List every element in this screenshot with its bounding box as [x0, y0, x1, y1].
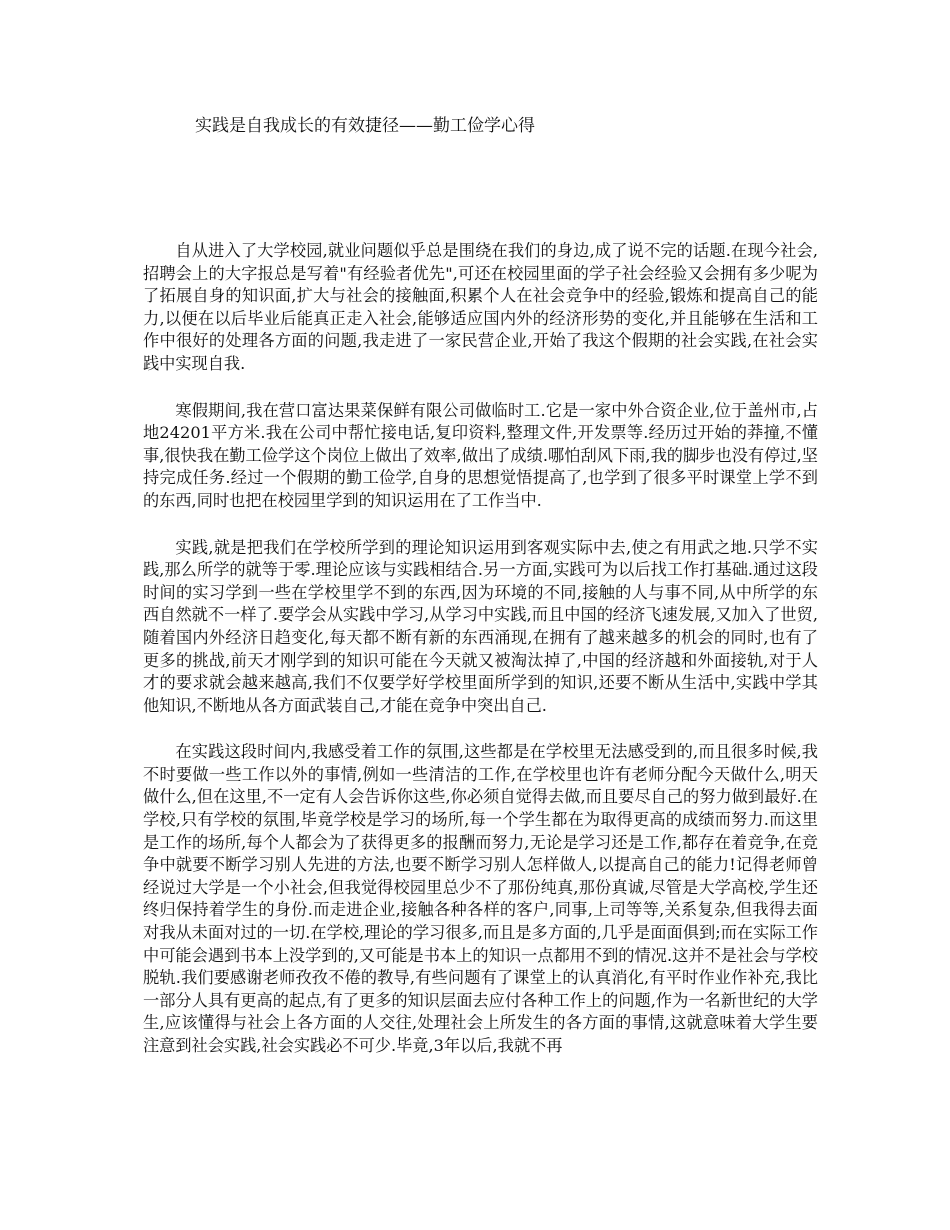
paragraph-1: 自从进入了大学校园,就业问题似乎总是围绕在我们的身边,成了说不完的话题.在现今社会,招聘会上的大字报总是写着"有经验者优先",可还在校园里面的学子社会经验又会拥有多少呢为了拓展自身的知识面,扩大与社会的接触面,积累个人在社会竞争中的经验,锻炼和提高自己的能力,以便在以后毕业后能真正走入社会,能够适应国内外的经济形势的变化,并且能够在生活和工作中很好的处理各方面的问题,我走进了一家民营企业,开始了我这个假期的社会实践,在社会实践中实现自我.: [143, 241, 818, 373]
document-title: 实践是自我成长的有效捷径——勤工俭学心得: [195, 116, 535, 136]
paragraph-3: 实践,就是把我们在学校所学到的理论知识运用到客观实际中去,使之有用武之地.只学不实践,那么所学的就等于零.理论应该与实践相结合.另一方面,实践可为以后找工作打基础.通过这段时间的实习学到一些在学校里学不到的东西,因为环境的不同,接触的人与事不同,从中所学的东西自然就不一样了.要学会从实践中学习,从学习中实践,而且中国的经济飞速发展,又加入了世贸,随着国内外经济日趋变化,每天都不断有新的东西涌现,在拥有了越来越多的机会的同时,也有了更多的挑战,前天才刚学到的知识可能在今天就又被淘汰掉了,中国的经济越和外面接轨,对于人才的要求就会越来越高,我们不仅要学好学校里面所学到的知识,还要不断从生活中,实践中学其他知识,不断地从各方面武装自己,才能在竞争中突出自己.: [143, 537, 818, 715]
paragraph-4: 在实践这段时间内,我感受着工作的氛围,这些都是在学校里无法感受到的,而且很多时候,我不时要做一些工作以外的事情,例如一些清洁的工作,在学校里也许有老师分配今天做什么,明天做什么,但在这里,不一定有人会告诉你这些,你必须自觉得去做,而且要尽自己的努力做到最好.在学校,只有学校的氛围,毕竟学校是学习的场所,每一个学生都在为取得更高的成绩而努力.而这里是工作的场所,每个人都会为了获得更多的报酬而努力,无论是学习还是工作,都存在着竞争,在竞争中就要不断学习别人先进的方法,也要不断学习别人怎样做人,以提高自己的能力!记得老师曾经说过大学是一个小社会,但我觉得校园里总少不了那份纯真,那份真诚,尽管是大学高校,学生还终归保持着学生的身份.而走进企业,接触各种各样的客户,同事,上司等等,关系复杂,但我得去面对我从未面对过的一切.在学校,理论的学习很多,而且是多方面的,几乎是面面俱到;而在实际工作中可能会遇到书本上没学到的,又可能是书本上的知识一点都用不到的情况.这并不是社会与学校脱轨.我们要感谢老师孜孜不倦的教导,有些问题有了课堂上的认真消化,有平时作业作补充,我比一部分人具有更高的起点,有了更多的知识层面去应付各种工作上的问题,作为一名新世纪的大学生,应该懂得与社会上各方面的人交往,处理社会上所发生的各方面的事情,这就意味着大学生要注意到社会实践,社会实践必不可少.毕竟,3年以后,我就不再: [143, 742, 818, 1055]
document-body: [143, 240, 818, 1058]
paragraph-2: 寒假期间,我在营口富达果菜保鲜有限公司做临时工.它是一家中外合资企业,位于盖州市,占地24201平方米.我在公司中帮忙接电话,复印资料,整理文件,开发票等.经历过开始的莽撞,不懂事,很快我在勤工俭学这个岗位上做出了效率,做出了成绩.哪怕刮风下雨,我的脚步也没有停过,坚持完成任务.经过一个假期的勤工俭学,自身的思想觉悟提高了,也学到了很多平时课堂上学不到的东西,同时也把在校园里学到的知识运用在了工作当中.: [143, 400, 818, 510]
